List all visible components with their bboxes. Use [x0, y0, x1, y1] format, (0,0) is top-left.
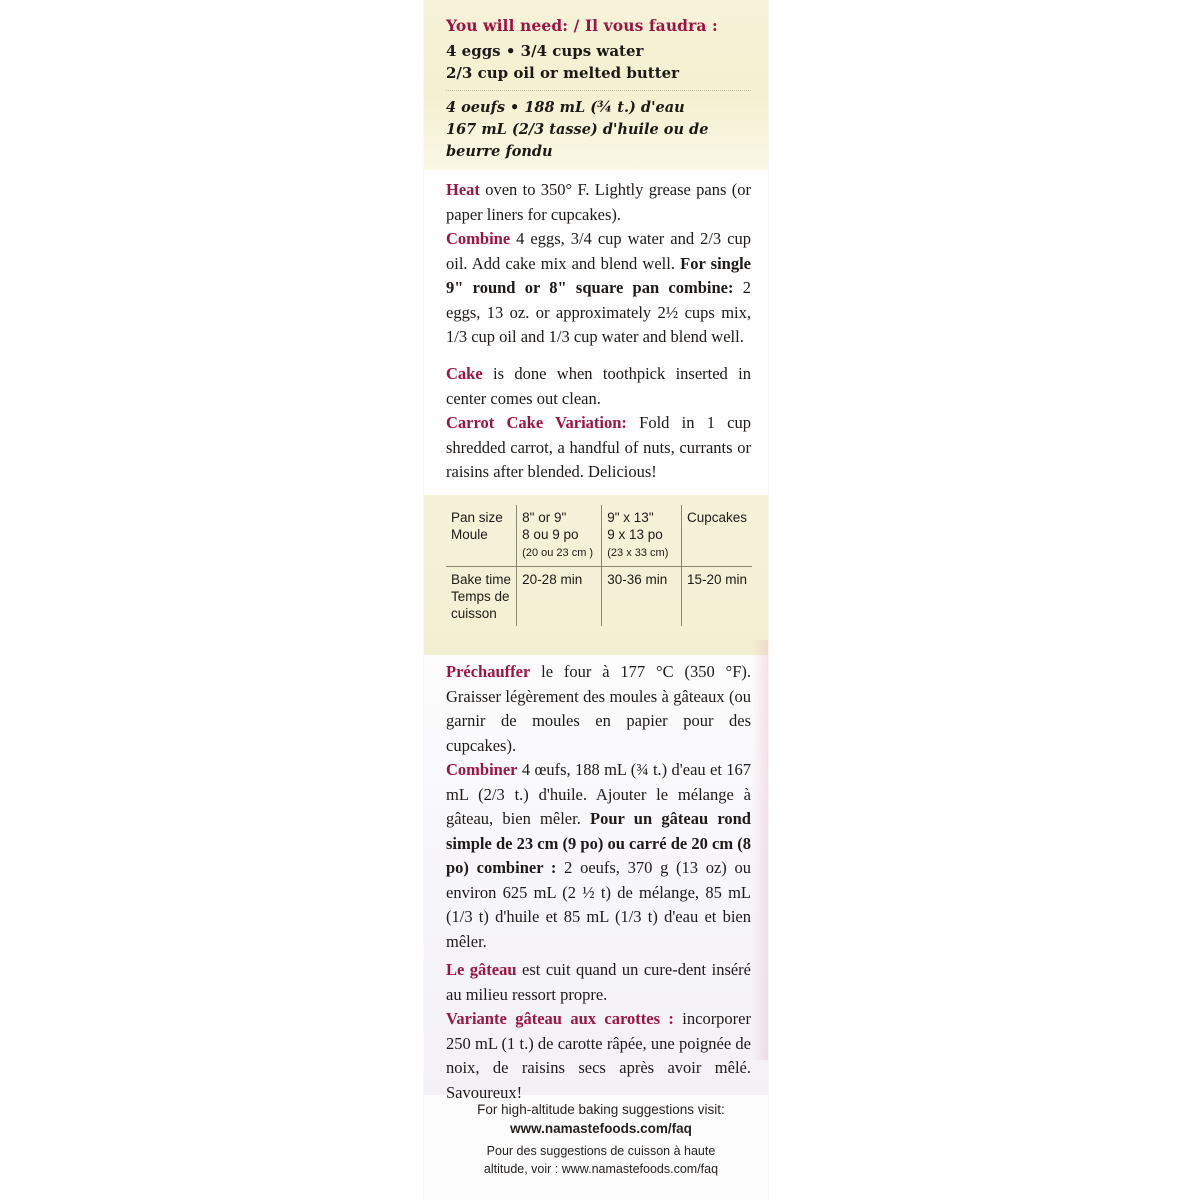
size-col-1-fr: 8 ou 9 po: [522, 527, 579, 542]
step-text-le-gateau: est cuit quand un cure-dent inséré au milieu ressort propre.: [446, 960, 752, 1004]
instructions-fr-step-1: [446, 660, 751, 758]
instructions-en-step-3: [446, 362, 751, 411]
step-text-cake: is done when toothpick inserted in center comes out clean.: [446, 364, 751, 408]
time-col-3: 15-20 min: [686, 572, 747, 587]
instructions-fr-step-3: [446, 958, 751, 1007]
size-col-2-fr: 9 x 13 po: [607, 527, 663, 542]
table-cell-time-col-1: [517, 567, 602, 627]
step-keyword-carrot-variation: Carrot Cake Variation:: [446, 413, 627, 432]
table-row: [446, 505, 752, 567]
ingredients-heading: You will need: / Il vous faudra :: [446, 16, 718, 35]
table-cell-time-col-3: [681, 567, 752, 627]
instructions-en-step-2: [446, 227, 751, 350]
time-col-2: 30-36 min: [607, 572, 668, 587]
size-col-3-en: Cupcakes: [686, 510, 747, 525]
size-col-1-en: 8" or 9": [522, 510, 567, 525]
step-text-combiner-bold: Pour un gâteau rond simple de 23 cm (9 po) ou carré de 20 cm (8 po) combiner :: [446, 809, 751, 877]
step-keyword-combiner: Combiner: [446, 760, 518, 779]
size-col-2-en: 9" x 13": [607, 510, 654, 525]
table-cell-bake-time-label: [446, 567, 517, 627]
ingredients-fr-line-3: beurre fondu: [446, 143, 553, 160]
pan-size-label-en: Pan size: [451, 510, 503, 525]
ingredients-fr-line-1: 4 oeufs • 188 mL (¾ t.) d'eau: [446, 99, 685, 116]
package-side-panel: [424, 0, 768, 1200]
bake-time-label-en: Bake time: [451, 572, 512, 587]
step-text-combiner-a: 4 œufs, 188 mL (¾ t.) d'eau et 167 mL (2/3 t.) d'huile. Ajouter le mélange à gâteau, bien mêler.: [446, 760, 751, 828]
table-cell-size-col-2: [602, 505, 682, 567]
step-text-prechauffer: le four à 177 °C (350 °F). Graisser légèrement des moules à gâteaux (ou garnir de moules en papier pour des cupcakes).: [446, 662, 751, 755]
table-cell-size-col-1: [517, 505, 602, 567]
size-col-1-metric: (20 ou 23 cm ): [522, 547, 594, 559]
table-row: [446, 567, 752, 627]
step-keyword-cake: Cake: [446, 364, 483, 383]
ingredients-fr-line-2: 167 mL (2/3 tasse) d'huile ou de: [446, 121, 709, 138]
ingredients-divider: [446, 90, 751, 91]
step-text-carrot-variation: Fold in 1 cup shredded carrot, a handful of nuts, currants or raisins after blended. Delicious!: [446, 413, 752, 481]
footer-en-url[interactable]: www.namastefoods.com/faq: [510, 1121, 692, 1136]
bake-time-label-fr-2: cuisson: [451, 606, 497, 621]
footer-block: [446, 1100, 756, 1178]
step-keyword-heat: Heat: [446, 180, 480, 199]
instructions-fr-step-4: [446, 1007, 751, 1105]
time-col-1: 20-28 min: [522, 572, 583, 587]
table-cell-size-col-3: [681, 505, 752, 567]
instructions-en-step-4: [446, 411, 751, 485]
ingredients-en-line-2: 2/3 cup oil or melted butter: [446, 64, 680, 82]
bake-time-table: [446, 505, 752, 626]
ingredients-en-line-1: 4 eggs • 3/4 cups water: [446, 42, 644, 60]
step-text-combiner-b: 2 oeufs, 370 g (13 oz) ou environ 625 mL (2 ½ t) de mélange, 85 mL (1/3 t) d'huile et 85 mL (1/3 t) d'eau et bien mêler.: [446, 858, 751, 951]
step-text-combine-bold: For single 9" round or 8" square pan combine:: [446, 253, 752, 297]
footer-en-line: For high-altitude baking suggestions visit:: [477, 1102, 725, 1117]
step-text-variante-carottes: incorporer 250 mL (1 t.) de carotte râpée, une poignée de noix, de raisins secs après avoir mêlé. Savoureux!: [446, 1009, 751, 1102]
step-text-heat: oven to 350° F. Lightly grease pans (or paper liners for cupcakes).: [446, 180, 751, 224]
step-text-combine-a: 4 eggs, 3/4 cup water and 2/3 cup oil. Add cake mix and blend well.: [446, 229, 751, 273]
table-cell-time-col-2: [602, 567, 682, 627]
pan-size-label-fr: Moule: [451, 527, 488, 542]
panel-content: [424, 0, 768, 1200]
step-keyword-variante-carottes: Variante gâteau aux carottes :: [446, 1009, 674, 1028]
size-col-2-metric: (23 x 33 cm): [607, 547, 669, 559]
instructions-en-step-1: [446, 178, 751, 227]
step-text-combine-b: 2 eggs, 13 oz. or approximately 2½ cups mix, 1/3 cup oil and 1/3 cup water and blend well.: [446, 278, 752, 346]
ingredients-block: [446, 16, 751, 163]
step-keyword-combine: Combine: [446, 229, 511, 248]
footer-fr-line-2[interactable]: altitude, voir : www.namastefoods.com/faq: [483, 1162, 719, 1176]
instructions-fr-step-2: [446, 758, 751, 954]
step-keyword-prechauffer: Préchauffer: [446, 662, 531, 681]
footer-fr-line-1: Pour des suggestions de cuisson à haute: [486, 1144, 716, 1158]
table-cell-pan-size-label: [446, 505, 517, 567]
bake-time-label-fr: Temps de: [451, 589, 510, 604]
step-keyword-le-gateau: Le gâteau: [446, 960, 517, 979]
